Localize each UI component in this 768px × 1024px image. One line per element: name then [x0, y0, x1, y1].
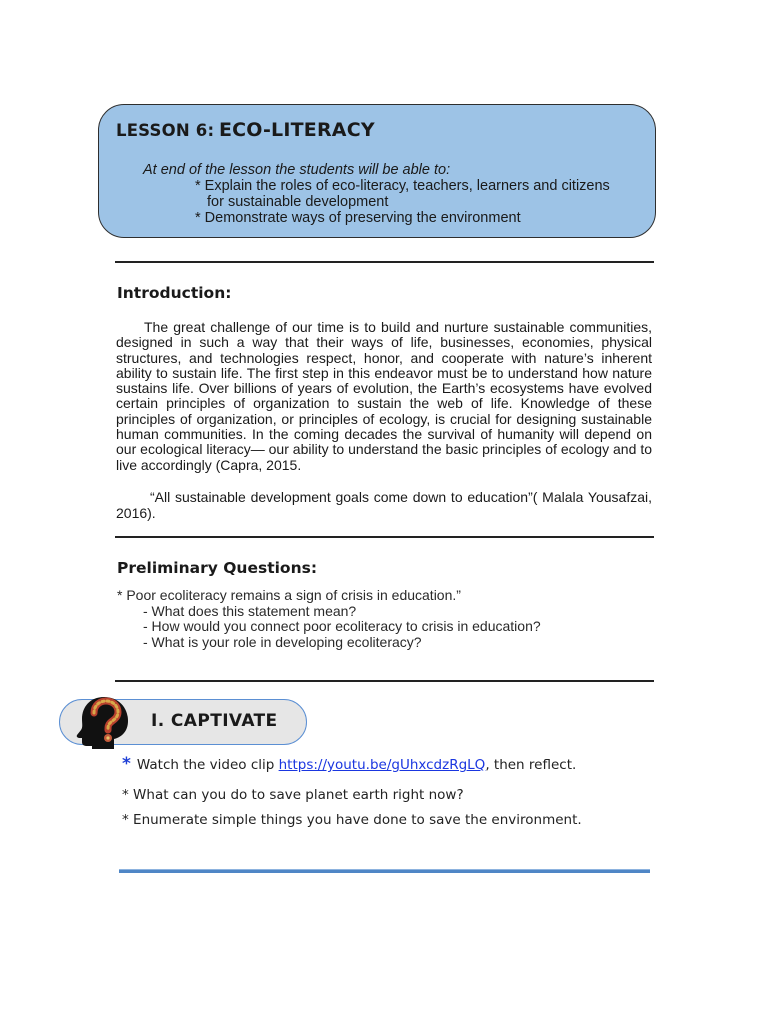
- introduction-heading: Introduction:: [117, 284, 232, 302]
- preliminary-question-2: - How would you connect poor ecoliteracy to crisis in education?: [143, 618, 541, 635]
- captivate-question-1: * What can you do to save planet earth right now?: [122, 787, 464, 803]
- bottom-divider-bar: [119, 869, 650, 873]
- objective-2: * Demonstrate ways of preserving the environment: [195, 210, 521, 226]
- captivate-label: I. CAPTIVATE: [151, 711, 278, 731]
- watch-prefix: Watch the video clip: [136, 757, 279, 773]
- divider-3: [115, 680, 654, 682]
- lesson-name: ECO-LITERACY: [218, 119, 375, 141]
- preliminary-heading: Preliminary Questions:: [117, 559, 318, 577]
- preliminary-question-3: - What is your role in developing ecoliteracy?: [143, 633, 422, 650]
- watch-suffix: , then reflect.: [485, 757, 577, 773]
- lesson-number: LESSON 6:: [116, 121, 215, 140]
- bullet-star: *: [122, 754, 131, 774]
- divider-2: [115, 536, 654, 538]
- lesson-header-box: [98, 104, 656, 238]
- preliminary-statement: * Poor ecoliteracy remains a sign of crisis in education.”: [117, 587, 461, 603]
- preliminary-question-1: - What does this statement mean?: [143, 602, 357, 619]
- captivate-question-2: * Enumerate simple things you have done to save the environment.: [122, 812, 582, 828]
- watch-video-line: [122, 754, 576, 774]
- preliminary-questions: [117, 588, 541, 650]
- introduction-paragraph: The great challenge of our time is to build and nurture sustainable communities, designed in such a way that their ways of life, businesses, economies, physical structures, and technologies respect, honor, and cooperate with nature’s inherent ability to sustain life. The first step in this endeavor must be to understand how nature sustains life. Over billions of years of evolution, the Earth’s ecosystems have evolved certain principles of organization to sustain the web of life. Knowledge of these principles of organization, or principles of ecology, is crucial for designing sustainable human communities. In the coming decades the survival of humanity will depend on our ecological literacy— our ability to understand the basic principles of ecology and to live accordingly (Capra, 2015.: [116, 319, 652, 473]
- objectives-list: [195, 178, 610, 226]
- question-head-icon: [74, 691, 140, 751]
- introduction-quote: “All sustainable development goals come down to education”( Malala Yousafzai, 2016).: [116, 489, 652, 521]
- objective-1-continued: [195, 194, 610, 210]
- objective-1: * Explain the roles of eco-literacy, teachers, learners and citizens: [195, 178, 610, 194]
- video-link[interactable]: https://youtu.be/gUhxcdzRgLQ: [278, 757, 486, 773]
- objective-1-line-2: for sustainable development: [207, 194, 389, 210]
- divider-1: [115, 261, 654, 263]
- objectives-intro: At end of the lesson the students will be able to:: [143, 162, 451, 178]
- lesson-title: [116, 119, 375, 141]
